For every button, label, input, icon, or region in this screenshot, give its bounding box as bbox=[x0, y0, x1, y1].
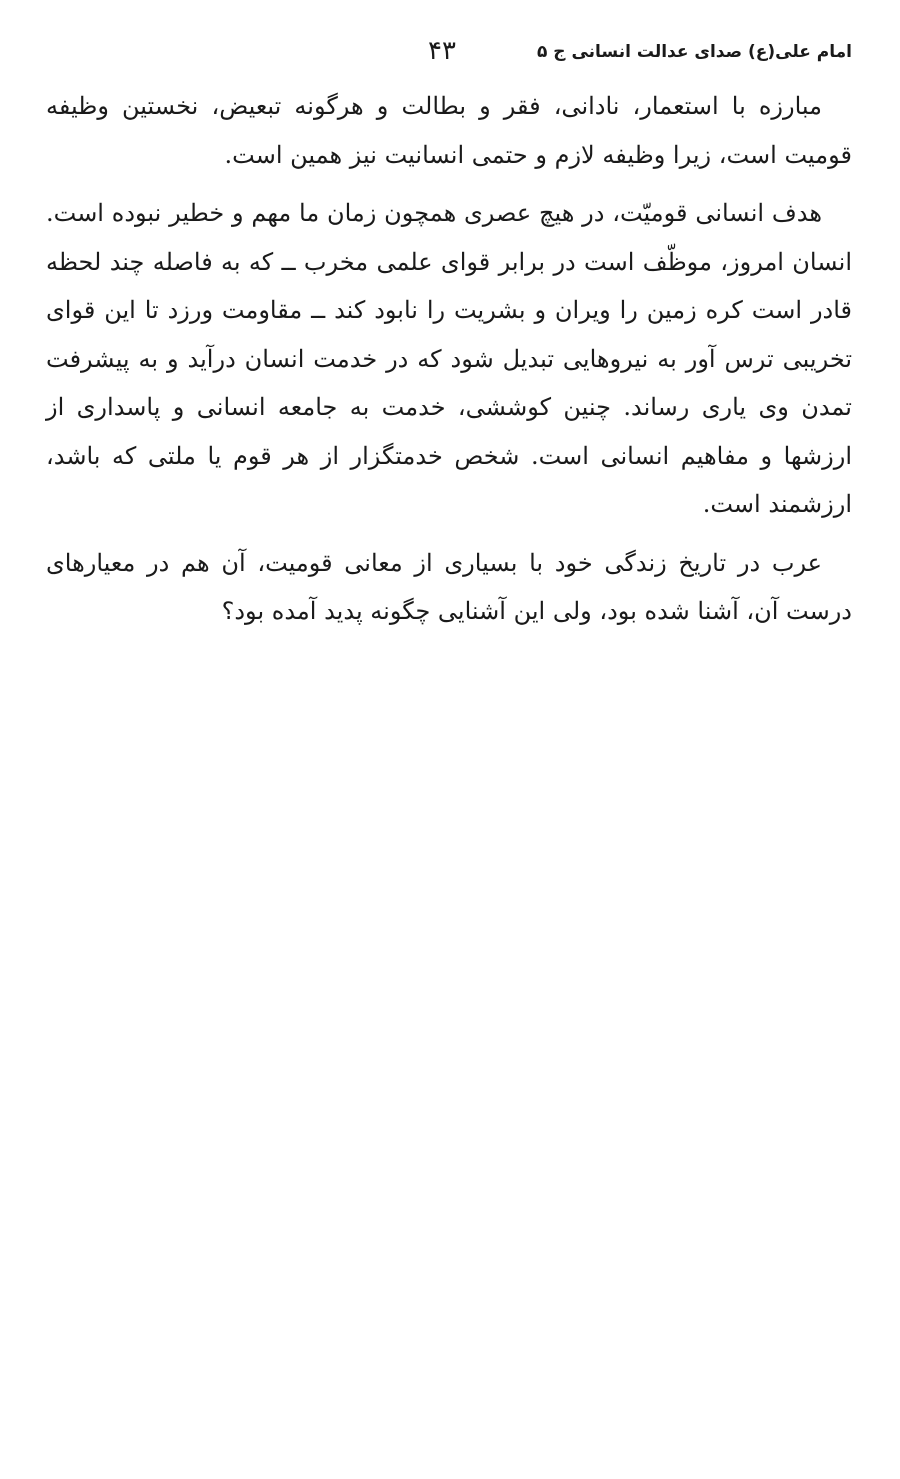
paragraph: هدف انسانی قومیّت، در هیچ عصری همچون زمان ما مهم و خطیر نبوده است. انسان امروز، موظّف است در برابر قوای علمی مخرب ــ که به فاصله چند لحظه قادر است کره زمین را ویران و بشریت را نابود کند ــ مقاومت ورزد تا این قوای تخریبی ترس آور به نیروهایی تبدیل شود که در خدمت انسان درآید و به پیشرفت تمدن وی یاری رساند. چنین کوششی، خدمت به جامعه انسانی و پاسداری از ارزشها و مفاهیم انسانی است. شخص خدمتگزار از هر قوم یا ملتی که باشد، ارزشمند است. bbox=[46, 199, 852, 518]
body-text bbox=[46, 82, 852, 646]
running-header bbox=[48, 36, 852, 76]
book-title: امام علی(ع) صدای عدالت انسانی ج ۵ bbox=[536, 42, 852, 62]
paragraph: مبارزه با استعمار، نادانی، فقر و بطالت و هرگونه تبعیض، نخستین وظیفه قومیت است، زیرا وظیفه لازم و حتمی انسانیت نیز همین است. bbox=[46, 92, 852, 169]
page-number: ۴۳ bbox=[428, 36, 456, 66]
paragraph: عرب در تاریخ زندگی خود با بسیاری از معانی قومیت، آن هم در معیارهای درست آن، آشنا شده بود، ولی این آشنایی چگونه پدید آمده بود؟ bbox=[46, 548, 852, 625]
